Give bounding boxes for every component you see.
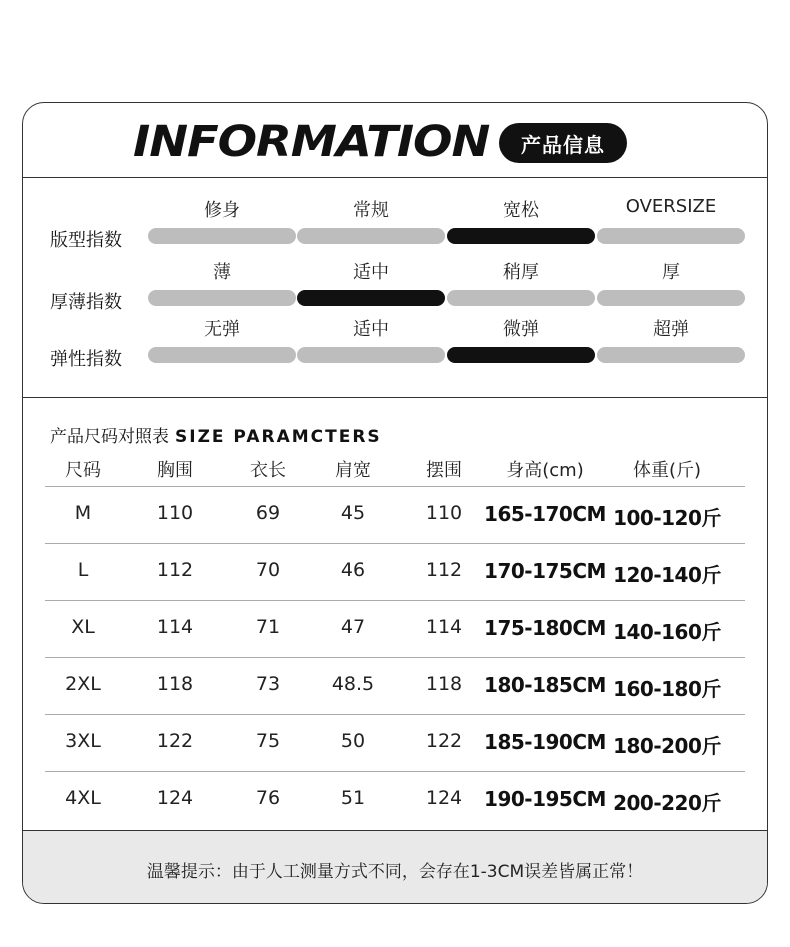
size-table-title [50,422,382,447]
row-divider [45,600,745,601]
table-cell: 110 [156,502,194,524]
table-cell: 48.5 [331,673,375,695]
table-cell: 46 [340,559,366,581]
table-cell: 114 [425,616,463,638]
column-header: 体重(斤) [632,460,702,481]
index-bar-selected [447,347,595,363]
column-header: 摆围 [426,460,462,481]
row-divider [45,543,745,544]
table-cell: 140-160斤 [613,620,721,644]
index-bar [597,347,745,363]
index-bar [597,228,745,244]
table-cell: 73 [255,673,281,695]
index-option-label: 适中 [353,319,389,340]
table-cell: 185-190CM [484,730,606,754]
index-row [23,315,767,373]
column-header: 胸围 [157,460,193,481]
index-bar [297,228,445,244]
table-cell: 200-220斤 [613,791,721,815]
index-label: 弹性指数 [50,349,122,370]
table-cell: 118 [425,673,463,695]
table-row [23,559,767,589]
table-cell: 124 [425,787,463,809]
footer-note: 温馨提示：由于人工测量方式不同，会存在1-3CM误差皆属正常！ [146,862,644,882]
table-cell: XL [71,616,95,638]
index-option-label: 常规 [353,200,389,221]
table-row [23,502,767,532]
table-cell: 110 [425,502,463,524]
table-cell: 160-180斤 [613,677,721,701]
table-row [23,616,767,646]
index-label: 厚薄指数 [50,292,122,313]
column-header: 衣长 [250,460,286,481]
index-bar [148,228,296,244]
title-badge: 产品信息 [499,123,627,163]
index-option-label: 稍厚 [503,262,539,283]
index-option-label: 微弹 [503,319,539,340]
table-cell: 122 [156,730,194,752]
table-row [23,730,767,760]
size-table-title-en: SIZE PARAMCTERS [175,427,382,447]
size-table-title-cn: 产品尺码对照表 [50,427,169,447]
table-cell: 70 [255,559,281,581]
table-cell: 124 [156,787,194,809]
row-divider [45,657,745,658]
column-header: 尺码 [65,460,101,481]
index-label: 版型指数 [50,230,122,251]
row-divider [45,771,745,772]
table-cell: 51 [340,787,366,809]
row-divider [45,486,745,487]
index-bar [148,290,296,306]
table-cell: 69 [255,502,281,524]
table-cell: 45 [340,502,366,524]
table-cell: 118 [156,673,194,695]
index-bar [297,347,445,363]
index-bar [447,290,595,306]
index-option-label: 薄 [213,262,231,283]
index-section [23,178,767,398]
table-cell: 112 [425,559,463,581]
table-cell: 71 [255,616,281,638]
row-divider [45,714,745,715]
info-card [22,102,768,904]
table-cell: 120-140斤 [613,563,721,587]
table-cell: 114 [156,616,194,638]
table-cell: 76 [255,787,281,809]
header [23,103,767,178]
index-bar-selected [297,290,445,306]
index-option-label: OVERSIZE [625,196,717,217]
table-cell: 180-200斤 [613,734,721,758]
column-header: 身高(cm) [506,460,584,481]
table-cell: 4XL [65,787,101,809]
table-cell: 165-170CM [484,502,606,526]
size-table [23,398,767,830]
table-cell: 50 [340,730,366,752]
table-cell: 175-180CM [484,616,606,640]
table-cell: 190-195CM [484,787,606,811]
index-bar [148,347,296,363]
table-cell: L [77,559,89,581]
footer [23,830,767,904]
column-header: 肩宽 [335,460,371,481]
index-bar-selected [447,228,595,244]
index-option-label: 厚 [662,262,680,283]
table-cell: 122 [425,730,463,752]
index-bar [597,290,745,306]
table-cell: 112 [156,559,194,581]
table-cell: 180-185CM [484,673,606,697]
table-cell: 170-175CM [484,559,606,583]
index-option-label: 宽松 [503,200,539,221]
index-option-label: 无弹 [204,319,240,340]
index-row [23,258,767,316]
table-cell: M [74,502,92,524]
page-title: INFORMATION [133,117,490,167]
index-option-label: 适中 [353,262,389,283]
index-row [23,196,767,254]
table-cell: 100-120斤 [613,506,721,530]
table-cell: 2XL [65,673,101,695]
index-option-label: 超弹 [653,319,689,340]
index-option-label: 修身 [204,200,240,221]
table-row [23,787,767,817]
table-cell: 47 [340,616,366,638]
table-row [23,673,767,703]
table-cell: 75 [255,730,281,752]
table-cell: 3XL [65,730,101,752]
